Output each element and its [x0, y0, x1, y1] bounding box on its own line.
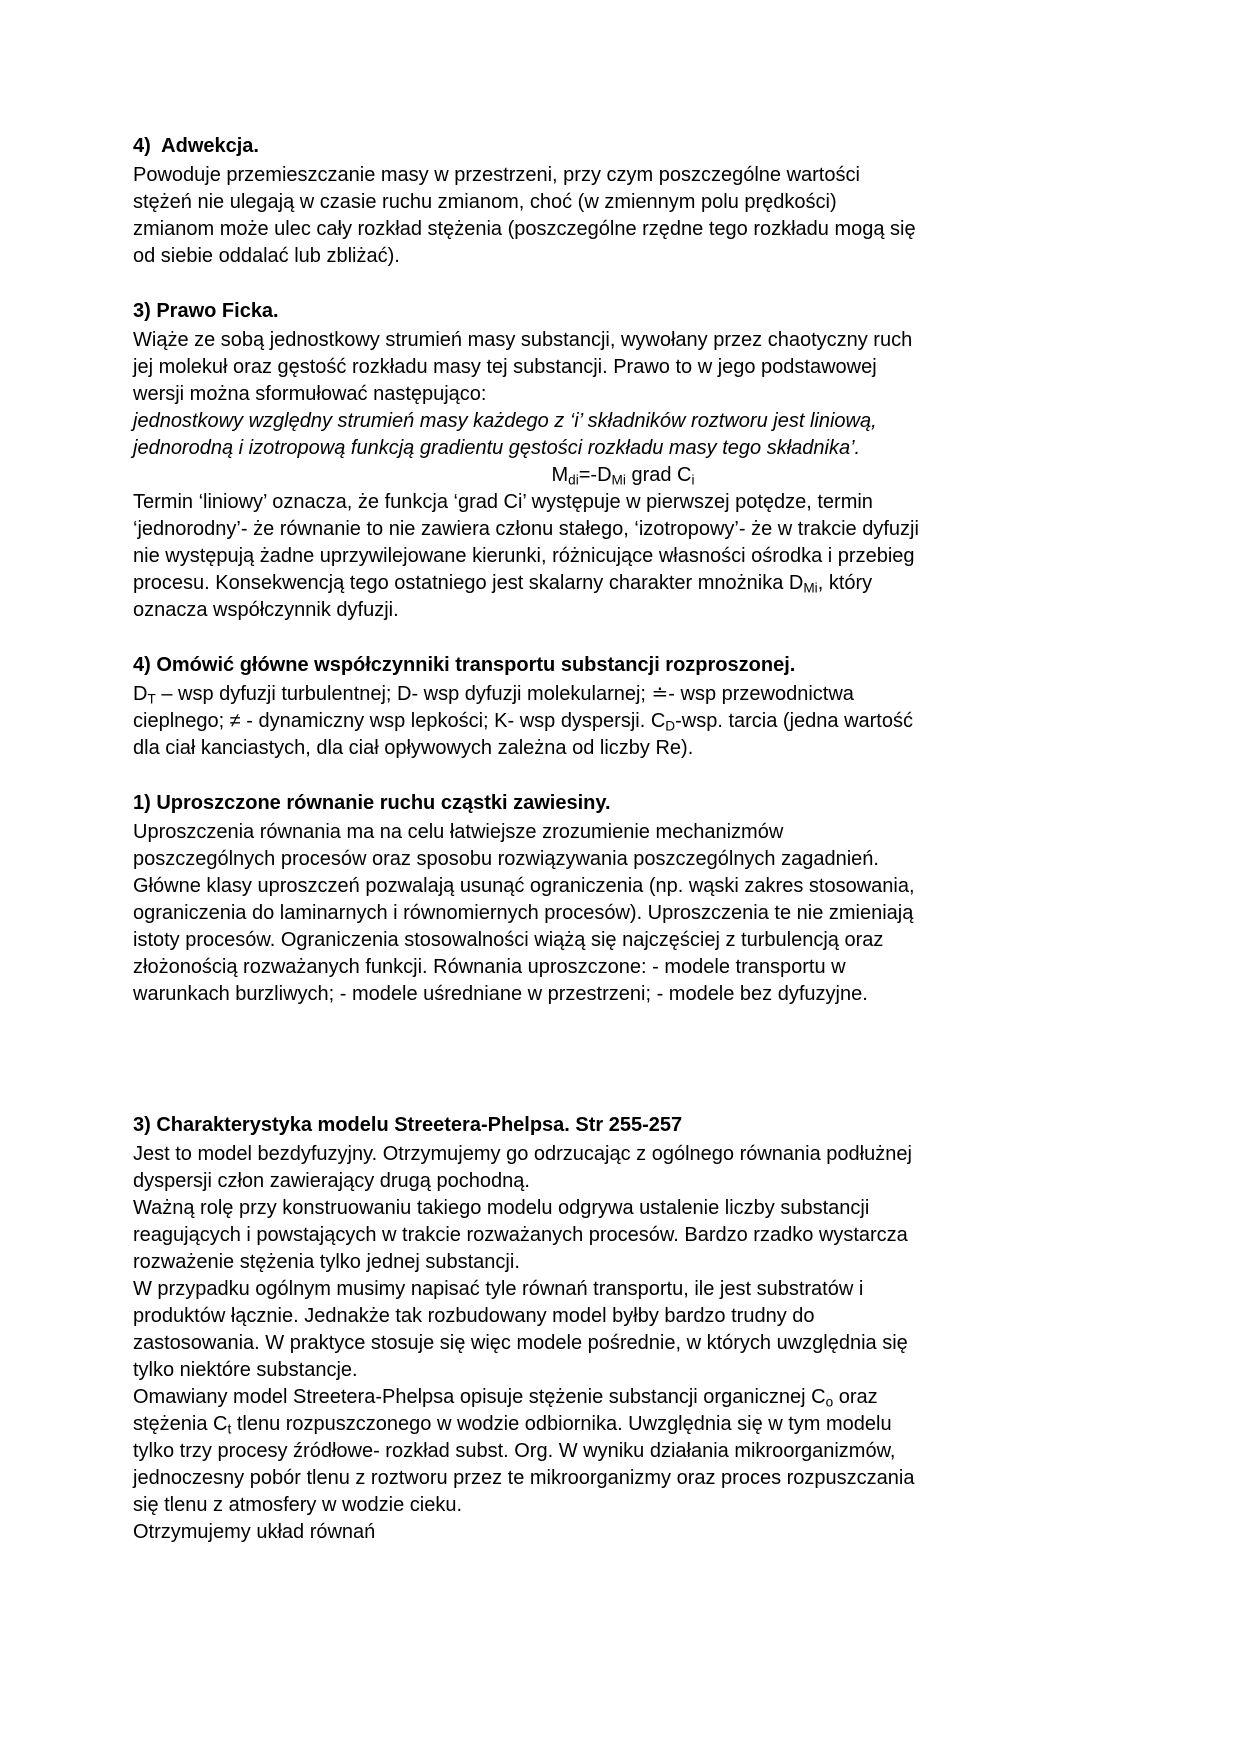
text-run: 1) Uproszczone równanie ruchu cząstki zawiesiny. [133, 792, 611, 814]
text-run: Powoduje przemieszczanie masy w przestrzeni, przy czym poszczególne wartości [133, 164, 860, 186]
paragraph [133, 1141, 1113, 1546]
text-run: 3) Charakterystyka modelu Streetera-Phelpsa. Str 255-257 [133, 1114, 683, 1136]
text-run: dla ciał kanciastych, dla ciał opływowych zależna od liczby Re). [133, 737, 694, 759]
subscript-text: D [665, 718, 676, 734]
paragraph [133, 327, 1113, 462]
text-run: jej molekuł oraz gęstość rozkładu masy tej substancji. Prawo to w jego podstawowej [133, 356, 877, 378]
text-run: stężenia C [133, 1413, 228, 1435]
text-run: D [133, 683, 148, 705]
text-run: poszczególnych procesów oraz sposobu rozwiązywania poszczególnych zagadnień. [133, 848, 879, 870]
subscript-text: T [147, 691, 156, 707]
section-heading [133, 298, 1113, 325]
text-run: =-D [578, 464, 612, 486]
text-run: oznacza współczynnik dyfuzji. [133, 599, 399, 621]
text-run: grad C [625, 464, 692, 486]
text-run: reagujących i powstających w trakcie rozważanych procesów. Bardzo rzadko wystarcza [133, 1224, 908, 1246]
text-run: jednostkowy względny strumień masy każdego z ‘i’ składników roztworu jest liniową, [133, 410, 877, 432]
section-heading [133, 652, 1113, 679]
text-run: od siebie oddalać lub zbliżać). [133, 245, 400, 267]
text-run: Główne klasy uproszczeń pozwalają usunąć ograniczenia (np. wąski zakres stosowania, [133, 875, 915, 897]
paragraph [133, 162, 1113, 270]
text-run: Otrzymujemy układ równań [133, 1521, 376, 1543]
text-run: Uproszczenia równania ma na celu łatwiejsze zrozumienie mechanizmów [133, 821, 784, 843]
text-run: 3) Prawo Ficka. [133, 300, 279, 322]
text-run: rozważenie stężenia tylko jednej substancji. [133, 1251, 520, 1273]
paragraph [133, 489, 1113, 624]
text-run: nie występują żadne uprzywilejowane kierunki, różnicujące własności ośrodka i przebieg [133, 545, 915, 567]
subscript-text: o [825, 1394, 834, 1410]
text-run: Wiąże ze sobą jednostkowy strumień masy substancji, wywołany przez chaotyczny ruch [133, 329, 913, 351]
text-run: jednoczesny pobór tlenu z roztworu przez te mikroorganizmy oraz proces rozpuszczania [133, 1467, 915, 1489]
text-run: procesu. Konsekwencją tego ostatniego jest skalarny charakter mnożnika D [133, 572, 804, 594]
text-run: złożonością rozważanych funkcji. Równania uproszczone: - modele transportu w [133, 956, 846, 978]
text-run: ograniczenia do laminarnych i równomiernych procesów). Uproszczenia te nie zmieniają [133, 902, 914, 924]
text-run: Omawiany model Streetera-Phelpsa opisuje stężenie substancji organicznej C [133, 1386, 826, 1408]
text-run: Ważną rolę przy konstruowaniu takiego modelu odgrywa ustalenie liczby substancji [133, 1197, 870, 1219]
subscript-text: Mi [611, 472, 626, 488]
text-run: Termin ‘liniowy’ oznacza, że funkcja ‘grad Ci’ występuje w pierwszej potędze, termin [133, 491, 873, 513]
document-content [133, 133, 1113, 1546]
text-run: cieplnego; ≠ - dynamiczny wsp lepkości; K- wsp dyspersji. C [133, 710, 666, 732]
subscript-text: Mi [803, 580, 818, 596]
formula [133, 462, 1113, 489]
subscript-text: t [227, 1421, 232, 1437]
section-heading [133, 133, 1113, 160]
text-run: M [551, 464, 569, 486]
text-run: zmianom może ulec cały rozkład stężenia (poszczególne rzędne tego rozkładu mogą się [133, 218, 916, 240]
text-run: -wsp. tarcia (jedna wartość [675, 710, 913, 732]
text-run: 4) Omówić główne współczynniki transportu substancji rozproszonej. [133, 654, 796, 676]
text-run: się tlenu z atmosfery w wodzie cieku. [133, 1494, 463, 1516]
text-run: jednorodną i izotropową funkcją gradientu gęstości rozkładu masy tego składnika’. [133, 437, 861, 459]
text-run: W przypadku ogólnym musimy napisać tyle równań transportu, ile jest substratów i [133, 1278, 864, 1300]
subscript-text: di [568, 472, 579, 488]
text-run: tlenu rozpuszczonego w wodzie odbiornika. Uwzględnia się w tym modelu [231, 1413, 892, 1435]
text-run: warunkach burzliwych; - modele uśredniane w przestrzeni; - modele bez dyfuzyjne. [133, 983, 868, 1005]
text-run: Jest to model bezdyfuzyjny. Otrzymujemy go odrzucając z ogólnego równania podłużnej [133, 1143, 912, 1165]
text-run: oraz [833, 1386, 878, 1408]
text-run: tylko trzy procesy źródłowe- rozkład subst. Org. W wyniku działania mikroorganizmów, [133, 1440, 896, 1462]
text-run: tylko niektóre substancje. [133, 1359, 358, 1381]
subscript-text: i [691, 472, 695, 488]
section-heading [133, 1112, 1113, 1139]
text-run: istoty procesów. Ograniczenia stosowalności wiążą się najczęściej z turbulencją oraz [133, 929, 884, 951]
text-run: ‘jednorodny’- że równanie to nie zawiera członu stałego, ‘izotropowy’- że w trakcie dyfuzji [133, 518, 919, 540]
text-run: zastosowania. W praktyce stosuje się więc modele pośrednie, w których uwzględnia się [133, 1332, 908, 1354]
text-run: wersji można sformułować następująco: [133, 383, 487, 405]
text-run: stężeń nie ulegają w czasie ruchu zmianom, choć (w zmiennym polu prędkości) [133, 191, 837, 213]
paragraph [133, 681, 1113, 762]
text-run: , który [817, 572, 873, 594]
text-run: 4) Adwekcja. [133, 135, 259, 157]
text-run: produktów łącznie. Jednakże tak rozbudowany model byłby bardzo trudny do [133, 1305, 815, 1327]
section-gap [133, 1008, 1113, 1084]
text-run: dyspersji człon zawierający drugą pochodną. [133, 1170, 530, 1192]
text-run: – wsp dyfuzji turbulentnej; D- wsp dyfuzji molekularnej; ≐- wsp przewodnictwa [155, 683, 854, 705]
section-heading [133, 790, 1113, 817]
paragraph [133, 819, 1113, 1008]
